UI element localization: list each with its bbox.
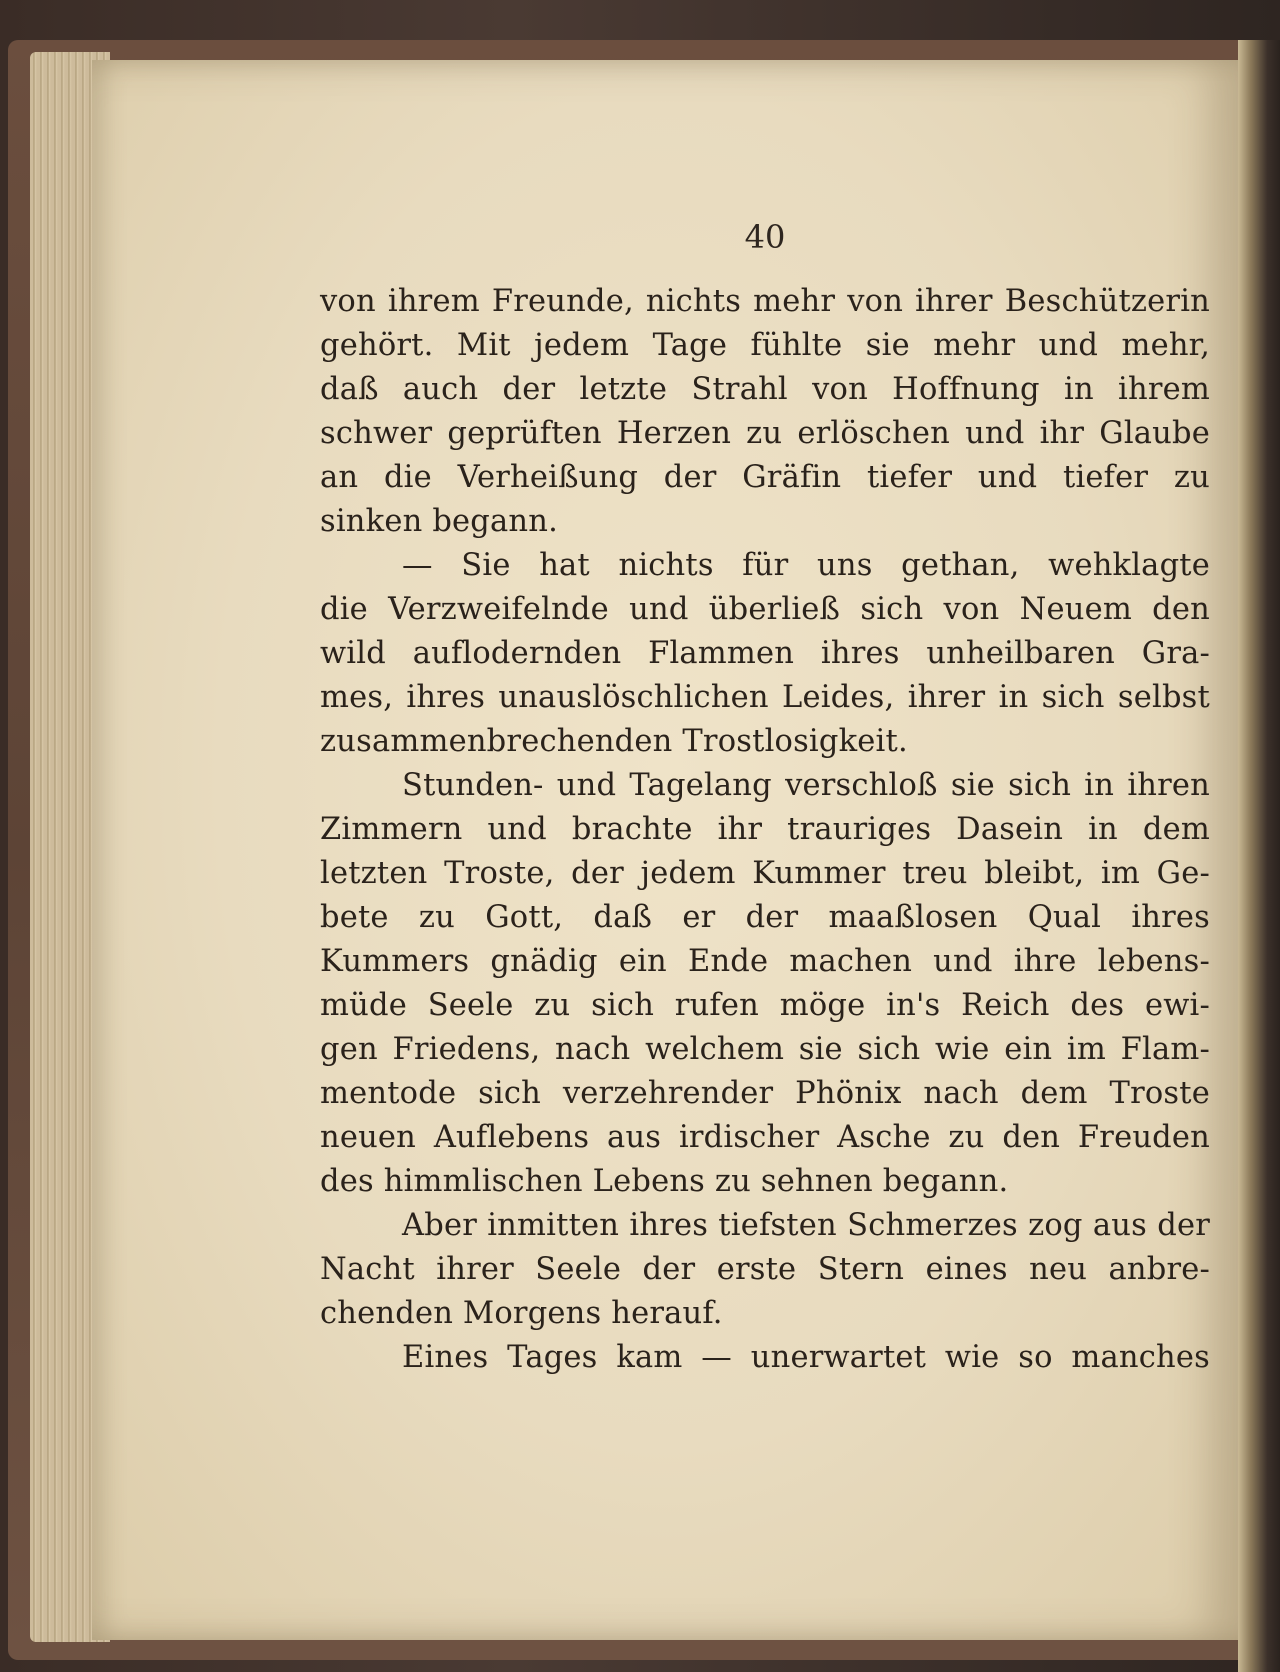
text-line: — Sie hat nichts für uns gethan, wehklagte [402,548,1210,583]
text-line: gen Friedens, nach welchem sie sich wie ein im Flam- [320,1032,1210,1067]
text-line: Aber inmitten ihres tiefsten Schmerzes zog aus der [402,1208,1210,1243]
text-line: des himmlischen Lebens zu sehnen begann. [320,1164,1009,1199]
text-line: chenden Morgens herauf. [320,1296,723,1331]
text-line: zusammenbrechenden Trostlosigkeit. [320,724,908,759]
text-line: mentode sich verzehrender Phönix nach dem Troste [320,1076,1210,1111]
text-line: von ihrem Freunde, nichts mehr von ihrer Beschützerin [320,284,1210,319]
text-line: Nacht ihrer Seele der erste Stern eines neu anbre- [320,1252,1210,1287]
text-line: mes, ihres unauslöschlichen Leides, ihrer in sich selbst [320,680,1210,715]
text-line: Zimmern und brachte ihr trauriges Dasein in dem [320,812,1210,847]
text-line: müde Seele zu sich rufen möge in's Reich des ewi- [320,988,1210,1023]
text-line: gehört. Mit jedem Tage fühlte sie mehr und mehr, [320,328,1210,363]
text-line: bete zu Gott, daß er der maaßlosen Qual ihres [320,900,1210,935]
text-line: sinken begann. [320,504,558,539]
text-line: Stunden- und Tagelang verschloß sie sich in ihren [402,768,1210,803]
book-gutter [1238,40,1280,1672]
text-line: daß auch der letzte Strahl von Hoffnung in ihrem [320,372,1210,407]
text-line: letzten Troste, der jedem Kummer treu bleibt, im Ge- [320,856,1210,891]
text-line: Eines Tages kam — unerwartet wie so manches [402,1340,1210,1375]
text-line: schwer geprüften Herzen zu erlöschen und ihr Glaube [320,416,1210,451]
body-text [320,280,1210,1380]
text-line: Kummers gnädig ein Ende machen und ihre lebens- [320,944,1210,979]
text-line: wild auflodernden Flammen ihres unheilbaren Gra- [320,636,1210,671]
page-number: 40 [744,218,786,256]
text-line: die Verzweifelnde und überließ sich von Neuem den [320,592,1210,627]
text-line: an die Verheißung der Gräfin tiefer und tiefer zu [320,460,1210,495]
text-line: neuen Auflebens aus irdischer Asche zu den Freuden [320,1120,1210,1155]
